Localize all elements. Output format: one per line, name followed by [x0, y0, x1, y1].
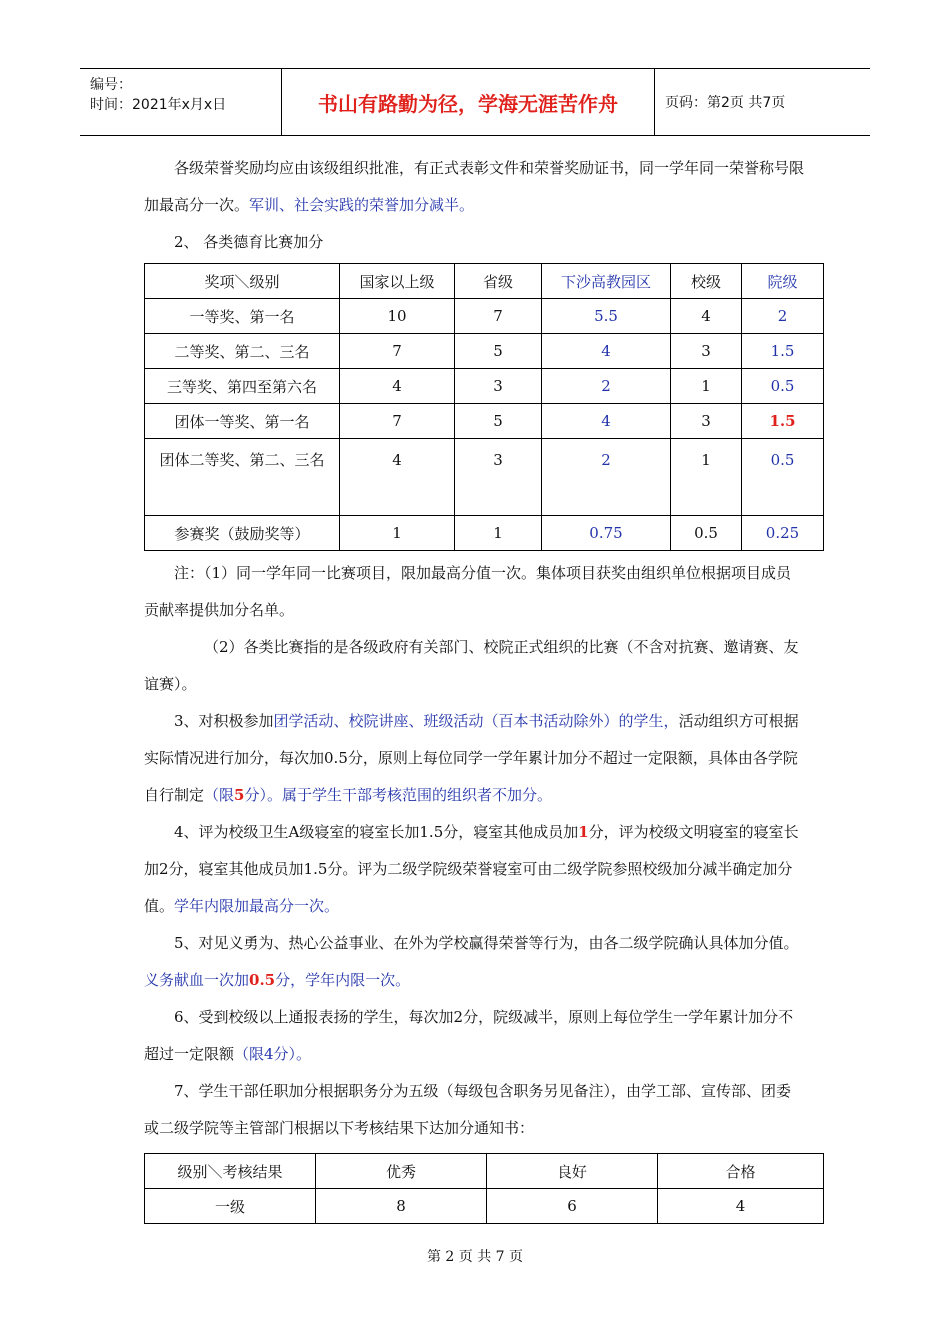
table-header-cell: 合格	[658, 1154, 824, 1189]
text-emphasis: 0.5	[249, 971, 276, 989]
text-emphasis: 5	[234, 786, 245, 804]
page-header	[80, 68, 870, 136]
table-cell: 团体一等奖、第一名	[145, 404, 340, 439]
header-page-info: 页码：第2页 共7页	[665, 95, 786, 111]
note-1: 注：（1）同一学年同一比赛项目，限加最高分值一次。集体项目获奖由组织单位根据项目成员贡献率提供加分名单。	[144, 564, 792, 619]
contest-score-table	[144, 263, 824, 551]
table-header-cell: 院级	[742, 264, 824, 299]
table-cell: 团体二等奖、第二、三名	[145, 439, 340, 516]
table-header-cell: 奖项＼级别	[145, 264, 340, 299]
table-cell: 1	[455, 516, 542, 551]
table-row	[145, 404, 824, 439]
time-label: 时间：2021年x月x日	[90, 97, 227, 113]
table-header-cell: 校级	[671, 264, 742, 299]
table-row	[145, 369, 824, 404]
table-cell: 0.5	[742, 369, 824, 404]
table-cell: 2	[542, 369, 671, 404]
table-cell: 5	[455, 334, 542, 369]
paragraph-3	[144, 703, 806, 814]
table-cell: 1.5	[742, 334, 824, 369]
table-cell: 一等奖、第一名	[145, 299, 340, 334]
paragraph-6	[144, 999, 806, 1073]
table-cell: 5	[455, 404, 542, 439]
table-row	[145, 299, 824, 334]
text-highlight: 军训、社会实践的荣誉加分减半。	[249, 196, 475, 214]
table-row	[145, 1189, 824, 1224]
table-cell: 3	[455, 439, 542, 516]
text: 分，评为校级文明寝室的寝室长加2分，寝室其他成员加1.5分。评为二级学院级荣誉寝室可由二级学院参照校级加分减半确定加分值。	[144, 823, 799, 915]
page-footer: 第 2 页 共 7 页	[426, 1249, 524, 1265]
table-cell: 7	[340, 334, 455, 369]
document-body	[144, 150, 806, 1224]
note-2: （2）各类比赛指的是各级政府有关部门、校院正式组织的比赛（不含对抗赛、邀请赛、友谊赛）。	[144, 638, 799, 693]
table-row	[145, 334, 824, 369]
text-highlight: 分）。属于学生干部考核范围的组织者不加分。	[244, 786, 552, 804]
header-meta	[80, 69, 282, 135]
table-header-row	[145, 264, 824, 299]
table-cell: 4	[671, 299, 742, 334]
table-cell: 0.5	[742, 439, 824, 516]
table-cell: 4	[340, 369, 455, 404]
table-cell: 0.25	[742, 516, 824, 551]
table-cell: 0.75	[542, 516, 671, 551]
table-header-cell: 国家以上级	[340, 264, 455, 299]
table-cell: 一级	[145, 1189, 316, 1224]
table-cell: 2	[742, 299, 824, 334]
text-highlight: （限	[204, 786, 235, 804]
paragraph-4	[144, 814, 806, 925]
table-cell: 6	[487, 1189, 658, 1224]
table-cell: 二等奖、第二、三名	[145, 334, 340, 369]
text-highlight: （限4分）。	[234, 1045, 312, 1063]
section-title-contest: 2、 各类德育比赛加分	[174, 233, 324, 251]
table-cell: 1	[671, 439, 742, 516]
table-header-cell: 省级	[455, 264, 542, 299]
code-label: 编号：	[90, 77, 132, 93]
paragraph-7: 7、学生干部任职加分根据职务分为五级（每级包含职务另见备注），由学工部、宣传部、团委或二级学院等主管部门根据以下考核结果下达加分通知书：	[144, 1082, 792, 1137]
table-header-cell: 优秀	[316, 1154, 487, 1189]
table-cell: 1	[671, 369, 742, 404]
table-cell: 1	[340, 516, 455, 551]
table-row	[145, 516, 824, 551]
text-emphasis: 1	[578, 823, 589, 841]
header-motto: 书山有路勤为径，学海无涯苦作舟	[282, 69, 655, 135]
table-cell: 0.5	[671, 516, 742, 551]
table-cell: 1.5	[742, 404, 824, 439]
table-cell: 2	[542, 439, 671, 516]
table-cell: 4	[340, 439, 455, 516]
text-highlight: 义务献血一次加	[144, 971, 250, 989]
table-header-cell: 良好	[487, 1154, 658, 1189]
table-row	[145, 439, 824, 516]
table-cell: 8	[316, 1189, 487, 1224]
table-cell: 参赛奖（鼓励奖等）	[145, 516, 340, 551]
table-cell: 3	[671, 334, 742, 369]
text-highlight: 分，学年内限一次。	[275, 971, 411, 989]
table-cell: 7	[340, 404, 455, 439]
table-cell: 5.5	[542, 299, 671, 334]
table-cell: 3	[455, 369, 542, 404]
text-highlight: 团学活动、校院讲座、班级活动（百本书活动除外）的学生，	[273, 712, 679, 730]
table-header-cell: 级别＼考核结果	[145, 1154, 316, 1189]
cadre-score-table	[144, 1153, 824, 1224]
table-cell: 4	[542, 334, 671, 369]
text: 5、对见义勇为、热心公益事业、在外为学校赢得荣誉等行为，由各二级学院确认具体加分值。	[174, 934, 799, 952]
text: 3、对积极参加	[174, 712, 274, 730]
table-cell: 4	[542, 404, 671, 439]
paragraph-honor	[144, 150, 806, 224]
paragraph-5	[144, 925, 806, 999]
text: 活动组织方可根据实际情况进行加分，每次加0.5分，原则上每位同学一学年累计加分不超过一定限额，具体由各学院自行制定	[144, 712, 799, 804]
table-header-cell: 下沙高教园区	[542, 264, 671, 299]
text: 4、评为校级卫生A级寝室的寝室长加1.5分，寝室其他成员加	[174, 823, 579, 841]
table-cell: 三等奖、第四至第六名	[145, 369, 340, 404]
text-highlight: 学年内限加最高分一次。	[174, 897, 340, 915]
table-cell: 3	[671, 404, 742, 439]
table-cell: 10	[340, 299, 455, 334]
text: 6、受到校级以上通报表扬的学生，每次加2分，院级减半，原则上每位学生一学年累计加分不超过一定限额	[144, 1008, 794, 1063]
table-header-row	[145, 1154, 824, 1189]
text: 各级荣誉奖励均应由该级组织批准，有正式表彰文件和荣誉奖励证书，同一学年同一荣誉称号限加最高分一次。	[144, 159, 805, 214]
table-cell: 4	[658, 1189, 824, 1224]
table-cell: 7	[455, 299, 542, 334]
